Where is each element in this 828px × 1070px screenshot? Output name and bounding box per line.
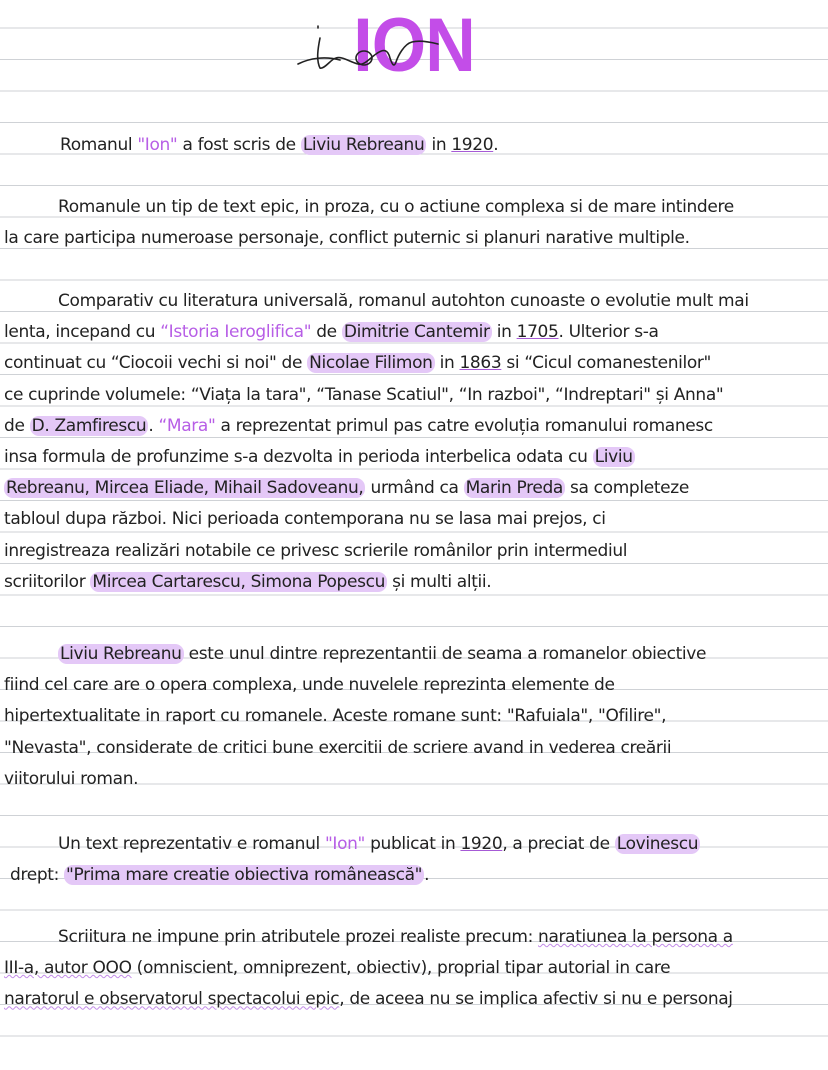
page-title: ION	[353, 3, 475, 88]
paragraph-intro: Romanul "Ion" a fost scris de Liviu Rebreanu in 1920.	[60, 135, 499, 155]
paragraph-evolution: Comparativ cu literatura universală, romanul autohton cunoaste o evolutie mult mai lenta, incepand cu “Istoria Ieroglifica" de Dimitrie Cantemir in 1705. Ulterior s-a continuat cu “Ciocoii vechi si noi" de Nicolae Filimon in 1863 si “Cicul comanestenilor" ce cuprinde volumele: “Viața la tara", “Tanase Scatiul", “In razboi", “Indreptari" și Anna" de D. Zamfirescu . “Mara" a reprezentat primul pas catre evoluția romanului romanesc insa formula de profunzime s-a dezvolta in perioda interbelica odata cu Liviu Rebreanu, Mircea Eliade, Mihail Sadoveanu, urmând ca Marin Preda sa completeze tabloul dupa război. Nici perioada contemporana nu se lasa mai prejos, ci inregistreaza realizări notabile ce privesc scrierile românilor prin intermediul scriitorilor Mircea Cartarescu, Simona Popescu și multi alții.	[4, 291, 749, 592]
paragraph-ion: Un text reprezentativ e romanul "Ion" publicat in 1920, a preciat de Lovinescu drept: "Prima mare creatie obiectiva românească" .	[10, 834, 699, 886]
novel-title: "Ion"	[137, 135, 178, 155]
year: 1920	[451, 135, 494, 155]
paragraph-definition: Romanule un tip de text epic, in proza, cu o actiune complexa si de mare intindere la care participa numeroase personaje, conflict puternic si planuri narative multiple.	[4, 197, 734, 249]
paragraph-rebreanu: Liviu Rebreanu este unul dintre reprezentantii de seama a romanelor obiective fiind cel care are o opera complexa, unde nuvelele reprezinta elemente de hipertextualitate in raport cu romanele. Aceste romane sunt: "Rafuiala", "Ofilire", "Nevasta", considerate de critici bune exercitii de scriere avand in vederea creării viitorului roman.	[4, 644, 707, 789]
page-header	[0, 0, 828, 90]
paragraph-realism: Scriitura ne impune prin atributele prozei realiste precum: naratiunea la persona a III-a, autor OOO (omniscient, omniprezent, obiectiv), proprial tipar autorial in care naratorul e observatorul spectacolui epic, de aceea nu se implica afectiv si nu e personaj	[4, 927, 733, 1010]
author-name: Liviu Rebreanu	[302, 135, 425, 155]
handwritten-signature	[280, 18, 460, 88]
